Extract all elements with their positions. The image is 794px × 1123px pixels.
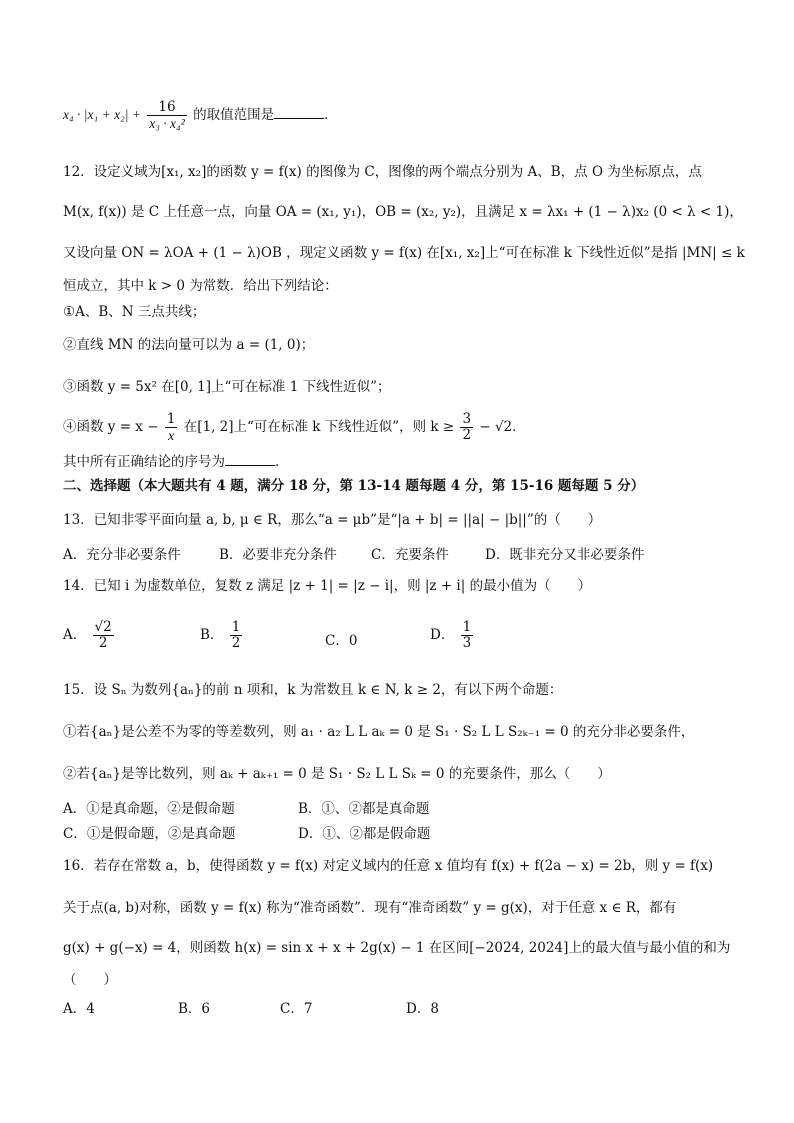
q12-c4-num: 1	[166, 411, 176, 427]
q13-option-b[interactable]: B．必要非充分条件	[219, 547, 337, 563]
q14-stem: 14．已知 i 为虚数单位，复数 z 满足 |z + 1| = |z − i|，则 |z + i| 的最小值为（ ）	[63, 578, 592, 594]
q13-stem: 13．已知非零平面向量 a, b, μ ∈ R，那么“a = μb”是“|a + b| = ||a| − |b||”的（ ）	[63, 512, 602, 528]
q14-b-frac	[230, 620, 243, 651]
q13-option-c[interactable]: C．充要条件	[371, 547, 449, 563]
q14-option-d[interactable]	[430, 620, 475, 651]
q14-b-den: 2	[231, 635, 241, 651]
q13-option-a[interactable]: A．充分非必要条件	[63, 547, 181, 563]
q13-option-d[interactable]: D．既非充分又非必要条件	[485, 547, 645, 563]
q14-a-den: 2	[98, 635, 108, 651]
q12-c4-den: x	[168, 428, 175, 443]
q11-fraction	[147, 100, 187, 131]
q11-end: ．	[324, 107, 338, 123]
q12-conclusion-2: ②直线 MN 的法向量可以为 a = (1, 0)；	[63, 337, 315, 353]
q16-option-b[interactable]: B．6	[178, 1001, 211, 1017]
q15-option-d[interactable]: D．①、②都是假命题	[298, 826, 431, 842]
q12-ask-text: 其中所有正确结论的序号为	[63, 454, 225, 470]
q12-c4-den2: 2	[462, 427, 472, 443]
q14-option-a[interactable]	[63, 620, 116, 651]
q15-proposition-1: ①若{aₙ}是公差不为零的等差数列，则 a₁ · a₂ L L aₖ = 0 是 S₁ · S₂ L L S₂ₖ₋₁ = 0 的充分非必要条件，	[63, 724, 695, 740]
q12-c4-post: − √2．	[479, 419, 526, 435]
q12-c4-mid: 在[1, 2]上“可在标准 k 下线性近似”，则 k ≥	[183, 419, 455, 435]
q15-stem: 15．设 Sₙ 为数列{aₙ}的前 n 项和，k 为常数且 k ∈ N, k ≥ 2，有以下两个命题：	[63, 682, 563, 698]
q12-line2: M(x, f(x)) 是 C 上任意一点，向量 OA = (x₁, y₁)，OB = (x₂, y₂)，且满足 x = λx₁ + (1 − λ)x₂ (0 < λ < 1)，	[63, 204, 743, 220]
q14-option-c[interactable]: C．0	[325, 633, 358, 649]
q12-conclusion-3: ③函数 y = 5x² 在[0, 1]上“可在标准 1 下线性近似”；	[63, 379, 391, 395]
q16-line4: （ ）	[63, 972, 117, 988]
q15-option-a[interactable]: A．①是真命题，②是假命题	[63, 801, 235, 817]
section-2-heading: 二、选择题（本大题共有 4 题，满分 18 分，第 13-14 题每题 4 分，第 15-16 题每题 5 分）	[63, 478, 645, 494]
q16-line1: 16．若存在常数 a，b，使得函数 y = f(x) 对定义域内的任意 x 值均有 f(x) + f(2a − x) = 2b，则 y = f(x)	[63, 858, 714, 874]
q11-answer-blank[interactable]	[274, 106, 324, 119]
q16-option-c[interactable]: C．7	[280, 1001, 313, 1017]
q12-ask	[63, 452, 734, 472]
q11-frac-den: x₃ · x₄²	[149, 116, 185, 131]
q11-expression: x₄ · |x₁ + x₂| +	[63, 107, 141, 122]
q16-option-d[interactable]: D．8	[406, 1001, 439, 1017]
q14-d-den: 3	[462, 635, 472, 651]
q12-ask-end: ．	[275, 454, 289, 470]
q14-option-b[interactable]	[200, 620, 244, 651]
q11-frac-num: 16	[147, 100, 187, 116]
q15-option-b[interactable]: B．①、②都是真命题	[298, 801, 430, 817]
q12-line1: 12．设定义域为[x₁, x₂]的函数 y = f(x) 的图像为 C，图像的两个端点分别为 A、B，点 O 为坐标原点，点	[63, 164, 702, 180]
q12-c4-pre: ④函数 y = x −	[63, 419, 159, 435]
q14-b-label: B．	[200, 627, 224, 643]
q15-proposition-2: ②若{aₙ}是等比数列，则 aₖ + aₖ₊₁ = 0 是 S₁ · S₂ L L Sₖ = 0 的充要条件，那么（ ）	[63, 766, 611, 782]
q12-line3: 又设向量 ON = λOA + (1 − λ)OB ，现定义函数 y = f(x) 在[x₁, x₂]上“可在标准 k 下线性近似”是指 |MN| ≤ k	[63, 245, 745, 261]
q12-c4-frac1	[165, 412, 178, 443]
q12-line4: 恒成立，其中 k > 0 为常数．给出下列结论：	[63, 278, 338, 294]
q14-a-label: A．	[63, 627, 87, 643]
q12-c4-num2: 3	[462, 411, 472, 427]
q16-line3: g(x) + g(−x) = 4，则函数 h(x) = sin x + x + 2g(x) − 1 在区间[−2024, 2024]上的最大值与最小值的和为	[63, 940, 731, 956]
q16-option-a[interactable]: A．4	[63, 1001, 95, 1017]
q14-a-num: √2	[94, 619, 112, 635]
q12-conclusion-1: ①A、B、N 三点共线；	[63, 304, 206, 320]
q15-option-c[interactable]: C．①是假命题，②是真命题	[63, 826, 236, 842]
q12-conclusion-4	[63, 412, 734, 443]
q16-line2: 关于点(a, b)对称，函数 y = f(x) 称为“准奇函数”．现有“准奇函数” y = g(x)，对于任意 x ∈ R，都有	[63, 900, 677, 916]
q14-b-num: 1	[231, 619, 241, 635]
q11-tail	[63, 100, 734, 131]
q14-d-label: D．	[430, 627, 455, 643]
q11-rest: 的取值范围是	[193, 107, 275, 123]
q14-d-frac	[461, 620, 474, 651]
q14-d-num: 1	[462, 619, 472, 635]
q12-c4-frac2	[460, 412, 473, 443]
q14-a-frac	[93, 620, 114, 651]
q12-answer-blank[interactable]	[225, 453, 275, 466]
